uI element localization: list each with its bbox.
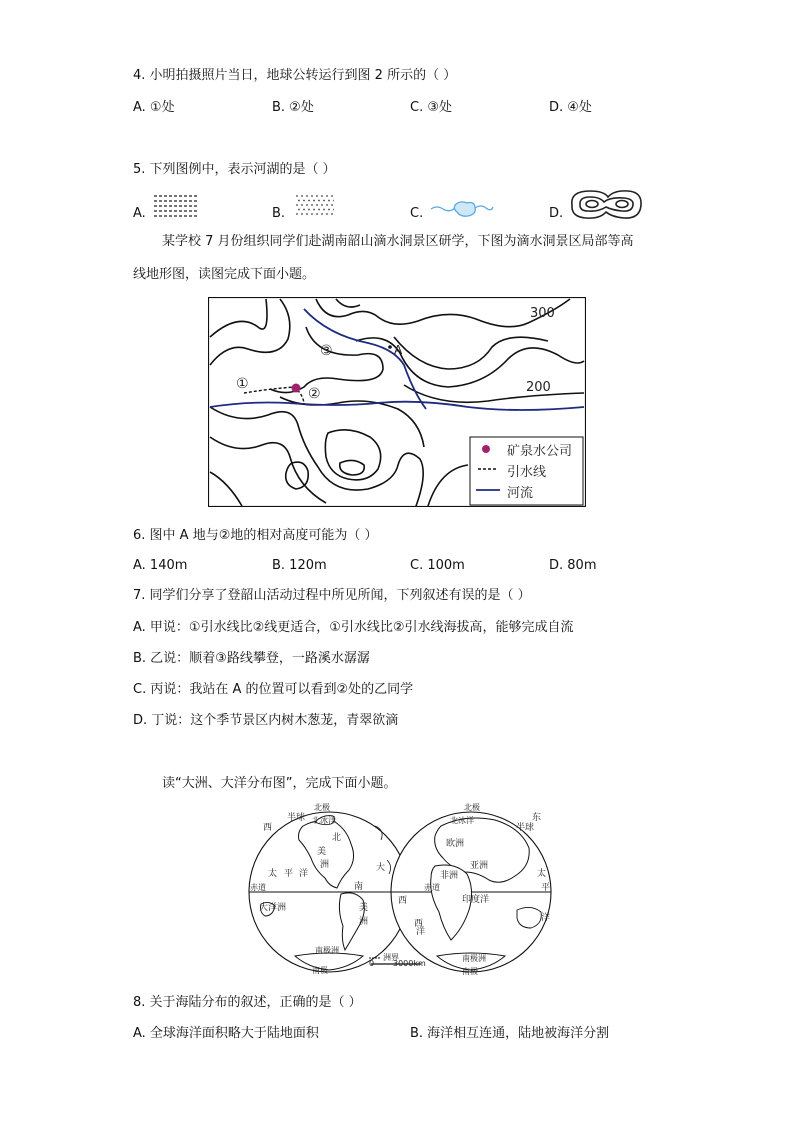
east-antarctica-label: 南极洲 [462, 954, 486, 963]
dot [303, 209, 305, 211]
dot [296, 204, 298, 206]
dotted-area-symbol [294, 193, 334, 217]
west-hemisphere-label-1: 西 [263, 823, 273, 833]
africa-label: 非洲 [440, 871, 459, 881]
dot [326, 213, 328, 215]
point-a-label: A [394, 343, 403, 357]
legend-river-label: 河流 [507, 486, 534, 501]
q7-option-c: C. 丙说：我站在 A 的位置可以看到②处的乙同学 [133, 682, 414, 697]
q6-stem: 6. 图中 A 地与②地的相对高度可能为（ ） [133, 528, 378, 543]
dashed-lines-symbol [153, 192, 199, 218]
atlantic-east-label-2: 洋 [416, 927, 426, 937]
q5-option-b: B. [272, 206, 286, 221]
contour-symbol [568, 188, 644, 222]
q8-stem: 8. 关于海陆分布的叙述，正确的是（ ） [133, 995, 362, 1010]
asia-label: 亚洲 [470, 861, 489, 871]
dot [311, 204, 313, 206]
dot [306, 213, 308, 215]
atlantic-west-label-1: 大 [376, 863, 386, 873]
pacific-west-label-1: 太 [268, 869, 278, 879]
pacific-east-label-2: 平 [541, 883, 551, 893]
dot [318, 200, 320, 202]
dot [298, 209, 300, 211]
dot [306, 204, 308, 206]
q4-option-a: A. ①处 [133, 100, 175, 115]
dot [316, 204, 318, 206]
dot [323, 200, 325, 202]
legend-company-icon [482, 445, 490, 453]
q7-option-d: D. 丁说：这个季节景区内树木葱茏，青翠欲滴 [133, 713, 399, 728]
north-america-label-2: 美 [317, 847, 327, 857]
dot [331, 213, 333, 215]
dot [311, 213, 313, 215]
q7-option-b: B. 乙说：顺着③路线攀登，一路溪水潺潺 [133, 651, 370, 666]
north-america-label-1: 北 [332, 833, 342, 843]
intro1-line1: 某学校 7 月份组织同学们赴湖南韶山滴水洞景区研学，下图为滴水洞景区局部等高 [162, 234, 634, 249]
scale-max-label: 3000km [393, 959, 426, 968]
pacific-west-label-3: 洋 [299, 869, 309, 879]
mineral-water-company-icon [292, 384, 301, 393]
q5-stem: 5. 下列图例中，表示河湖的是（ ） [133, 162, 336, 177]
dot [296, 213, 298, 215]
east-arctic-label: 北冰洋 [450, 816, 474, 825]
point-1-label: ① [236, 376, 249, 392]
dot [298, 200, 300, 202]
east-hemisphere-label-2: 半球 [516, 823, 535, 833]
dot [313, 209, 315, 211]
legend-company-label: 矿泉水公司 [507, 444, 573, 459]
q5-option-a: A. [133, 206, 146, 221]
europe-label: 欧洲 [446, 839, 465, 849]
intro2: 读“大洲、大洋分布图”，完成下面小题。 [162, 776, 397, 791]
oceania-west-label: 大洋洲 [259, 903, 287, 913]
west-arctic-label: 北冰洋 [312, 816, 336, 825]
pacific-east-label-1: 太 [537, 869, 547, 879]
continent-boundary-legend-label: 洲界 [383, 953, 399, 962]
dot [331, 204, 333, 206]
west-equator-label: 赤道 [250, 883, 266, 892]
north-america-label-3: 洲 [320, 860, 330, 870]
river-lake-symbol [430, 195, 494, 221]
atlantic-east-label-1: 西 [414, 919, 424, 929]
world-map [245, 800, 555, 980]
dot [321, 195, 323, 197]
dot [306, 195, 308, 197]
pacific-west-label-2: 平 [284, 869, 294, 879]
q4-option-b: B. ②处 [272, 100, 314, 115]
q5-option-d: D. [549, 206, 564, 221]
east-equator-label: 赤道 [424, 883, 440, 892]
west-north-pole-label: 北极 [314, 803, 330, 812]
q6-option-c: C. 100m [410, 558, 465, 573]
q6-option-d: D. 80m [549, 558, 597, 573]
dot [311, 195, 313, 197]
indian-ocean-label: 印度洋 [462, 895, 490, 905]
dot [328, 200, 330, 202]
west-hemisphere-label-2: 半球 [287, 813, 306, 823]
q8-option-b: B. 海洋相互连通，陆地被海洋分割 [410, 1026, 610, 1041]
east-north-pole-label: 北极 [464, 803, 480, 812]
dot [316, 195, 318, 197]
dot [301, 213, 303, 215]
point-3-label: ③ [320, 343, 333, 359]
atlantic-west-label-2: 西 [398, 896, 408, 906]
q6-option-a: A. 140m [133, 558, 188, 573]
dot [333, 209, 334, 211]
legend-diversion-label: 引水线 [507, 465, 547, 480]
q6-option-b: B. 120m [272, 558, 327, 573]
q5-option-c: C. [410, 206, 424, 221]
east-hemisphere-label-1: 东 [532, 813, 542, 823]
dot [301, 204, 303, 206]
dot [323, 209, 325, 211]
dot [321, 204, 323, 206]
q4-option-d: D. ④处 [549, 100, 592, 115]
dot [331, 195, 333, 197]
south-america-label-1: 南 [354, 882, 364, 892]
dot [313, 200, 315, 202]
point-a-icon [388, 345, 392, 349]
dot [333, 200, 334, 202]
dot [328, 209, 330, 211]
south-america-label-2: 美 [359, 903, 369, 913]
dot [303, 200, 305, 202]
west-antarctica-label: 南极洲 [315, 946, 339, 955]
q4-stem: 4. 小明拍摄照片当日，地球公转运行到图 2 所示的（ ） [133, 68, 457, 83]
dot [326, 204, 328, 206]
q8-option-a: A. 全球海洋面积略大于陆地面积 [133, 1026, 319, 1041]
dot [316, 213, 318, 215]
q7-option-a: A. 甲说：①引水线比②线更适合，①引水线比②引水线海拔高，能够完成自流 [133, 620, 574, 635]
intro1-line2: 线地形图，读图完成下面小题。 [133, 267, 316, 282]
scale-zero-label: 0 [369, 959, 375, 968]
dot [296, 195, 298, 197]
dot [308, 209, 310, 211]
pacific-east-label-3: 洋 [541, 913, 551, 923]
south-america-label-3: 洲 [359, 917, 369, 927]
point-2-label: ② [308, 386, 321, 402]
contour-label-200: 200 [526, 380, 551, 395]
dot [308, 200, 310, 202]
dot [301, 195, 303, 197]
east-south-pole-label: 南极 [462, 967, 478, 976]
dot [321, 213, 323, 215]
q7-stem: 7. 同学们分享了登韶山活动过程中所见所闻，下列叙述有误的是（ ） [133, 588, 531, 603]
q4-option-c: C. ③处 [410, 100, 452, 115]
dot [318, 209, 320, 211]
contour-label-300: 300 [530, 306, 555, 321]
dot [326, 195, 328, 197]
west-south-pole-label: 南极 [312, 966, 328, 975]
